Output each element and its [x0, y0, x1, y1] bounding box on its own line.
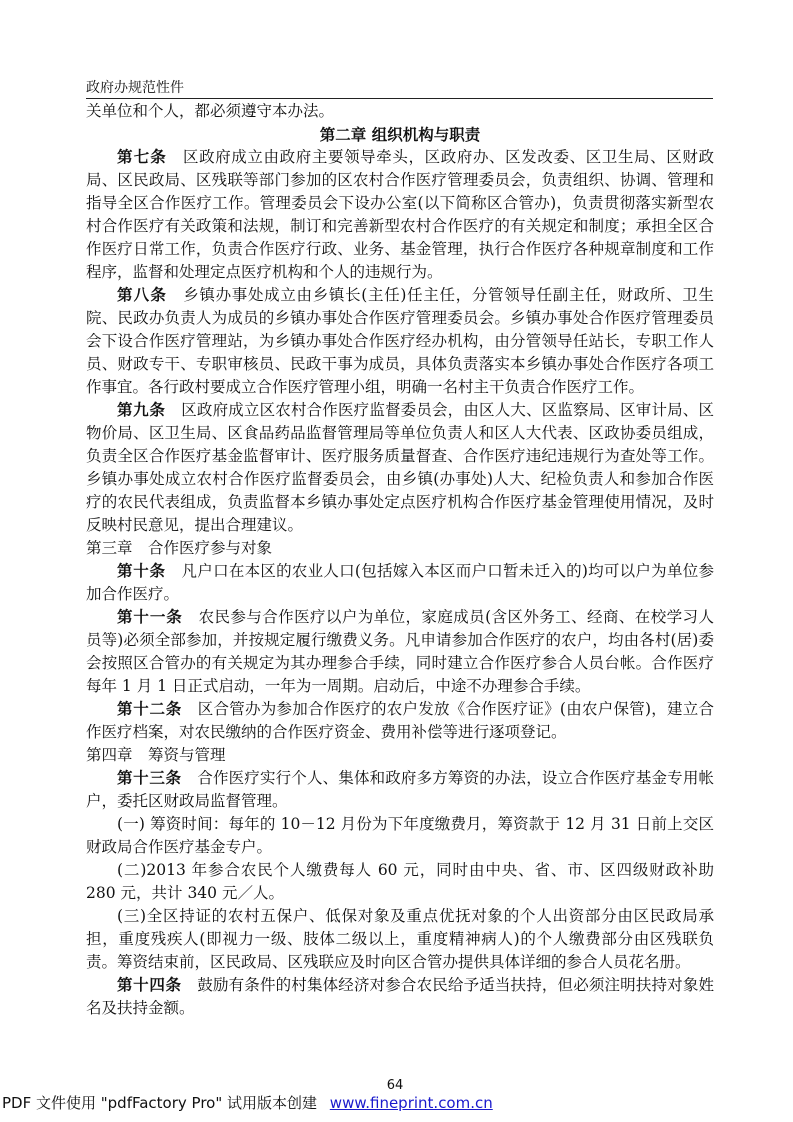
chapter-heading-3: 第三章 合作医疗参与对象 [86, 539, 273, 557]
article-13 [86, 767, 714, 813]
document-body [86, 100, 714, 1020]
article-12 [86, 698, 714, 744]
chapter-heading-2: 第二章 组织机构与职责 [319, 125, 481, 144]
article-14 [86, 974, 714, 1020]
article-11 [86, 606, 714, 698]
footer-link[interactable]: www.fineprint.com.cn [329, 1094, 493, 1112]
paragraph-continuation: 关单位和个人，都必须遵守本办法。 [86, 102, 335, 120]
article-text: 凡户口在本区的农业人口(包括嫁入本区而户口暂未迁入的)均可以户为单位参加合作医疗。 [86, 562, 714, 603]
article-text: 乡镇办事处成立由乡镇长(主任)任主任，分管领导任副主任，财政所、卫生院、民政办负责人为成员的乡镇办事处合作医疗管理委员会。乡镇办事处合作医疗管理委员会下设合作医疗管理站，为乡镇办事处合作医疗经办机构，由分管领导任站长，专职工作人员、财政专干、专职审核员、民政干事为成员，具体负责落实本乡镇办事处合作医疗各项工作事宜。各行政村要成立合作医疗管理小组，明确一名村主干负责合作医疗工作。 [86, 286, 714, 396]
article-text: 区合管办为参加合作医疗的农户发放《合作医疗证》(由农户保管)，建立合作医疗档案，对农民缴纳的合作医疗资金、费用补偿等进行逐项登记。 [86, 700, 714, 741]
article-number: 第十四条 [117, 976, 182, 994]
pdf-footer [0, 1092, 793, 1114]
article-text: 区政府成立由政府主要领导牵头，区政府办、区发改委、区卫生局、区财政局、区民政局、区残联等部门参加的区农村合作医疗管理委员会，负责组织、协调、管理和指导全区合作医疗工作。管理委员会下设办公室(以下简称区合管办)，负责贯彻落实新型农村合作医疗有关政策和法规，制订和完善新型农村合作医疗的有关规定和制度；承担全区合作医疗日常工作，负责合作医疗行政、业务、基金管理，执行合作医疗各种规章制度和工作程序，监督和处理定点医疗机构和个人的违规行为。 [86, 148, 714, 281]
article-10 [86, 560, 714, 606]
footer-text: PDF 文件使用 "pdfFactory Pro" 试用版本创建 [2, 1094, 318, 1112]
chapter-heading-4: 第四章 筹资与管理 [86, 746, 226, 764]
article-8 [86, 284, 714, 399]
article-number: 第七条 [117, 148, 167, 166]
clause-1: (一) 筹资时间：每年的 10－12 月份为下年度缴费月，筹资款于 12 月 31 日前上交区财政局合作医疗基金专户。 [86, 815, 714, 856]
page-header: 政府办规范性件 [86, 78, 713, 99]
article-number: 第九条 [117, 401, 166, 419]
clause-2: (二)2013 年参合农民个人缴费每人 60 元，同时由中央、省、市、区四级财政补助 280 元，共计 340 元／人。 [86, 861, 714, 902]
clause-3: (三)全区持证的农村五保户、低保对象及重点优抚对象的个人出资部分由区民政局承担，重度残疾人(即视力一级、肢体二级以上，重度精神病人)的个人缴费部分由区残联负责。筹资结束前，区民政局、区残联应及时向区合管办提供具体详细的参合人员花名册。 [86, 907, 714, 971]
article-number: 第十二条 [117, 700, 182, 718]
article-number: 第十条 [117, 562, 166, 580]
article-number: 第八条 [117, 286, 168, 304]
article-number: 第十三条 [117, 769, 182, 787]
page-number: 64 [386, 1078, 404, 1093]
article-text: 合作医疗实行个人、集体和政府多方筹资的办法，设立合作医疗基金专用帐户，委托区财政局监督管理。 [86, 769, 714, 810]
article-9 [86, 399, 714, 537]
article-text: 农民参与合作医疗以户为单位，家庭成员(含区外务工、经商、在校学习人员等)必须全部参加，并按规定履行缴费义务。凡申请参加合作医疗的农户，均由各村(居)委会按照区合管办的有关规定为其办理参合手续，同时建立合作医疗参合人员台帐。合作医疗每年 1 月 1 日正式启动，一年为一周期。启动后，中途不办理参合手续。 [86, 608, 714, 695]
article-7 [86, 146, 714, 284]
article-text: 鼓励有条件的村集体经济对参合农民给予适当扶持，但必须注明扶持对象姓名及扶持金额。 [86, 976, 714, 1017]
article-text: 区政府成立区农村合作医疗监督委员会，由区人大、区监察局、区审计局、区物价局、区卫生局、区食品药品监督管理局等单位负责人和区人大代表、区政协委员组成，负责全区合作医疗基金监督审计、医疗服务质量督查、合作医疗违纪违规行为查处等工作。乡镇办事处成立农村合作医疗监督委员会，由乡镇(办事处)人大、纪检负责人和参加合作医疗的农民代表组成，负责监督本乡镇办事处定点医疗机构合作医疗基金管理使用情况，及时反映村民意见，提出合理建议。 [86, 401, 714, 534]
article-number: 第十一条 [117, 608, 183, 626]
